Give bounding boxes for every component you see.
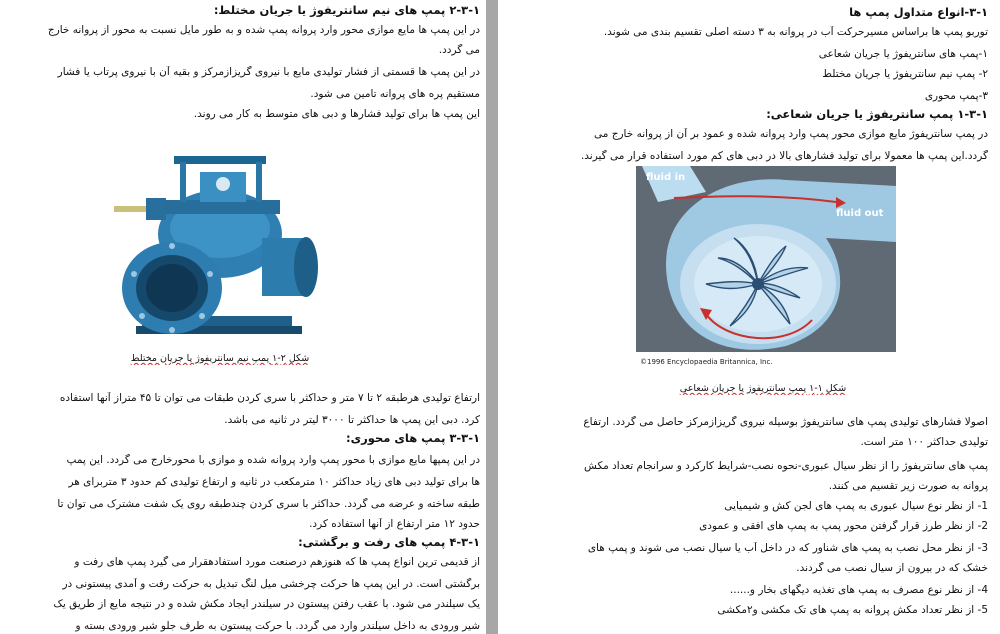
fluid-in-label: fluid in (646, 172, 686, 183)
list-item: 2- از نظر طرز قرار گرفتن محور پمپ به پمپ های افقی و عمودی (699, 520, 988, 532)
figure-caption-text: شکل ۲-۱ پمپ نیم سانتریفوژ یا جریان مختلط (130, 353, 310, 364)
paragraph-line: تولیدی حداکثر ۱۰۰ متر است. (860, 436, 988, 448)
figure-caption-centrifugal (648, 382, 878, 395)
section-heading-axial-pump: ۳-۳-۱ پمپ های محوری: (345, 432, 480, 445)
paragraph-line: از قدیمی ترین انواع پمپ ها که هنوزهم درصنعت مورد استفادهقرار می گیرد پمپ های رفت و (74, 556, 480, 568)
paragraph-line: در این پمپ ها قسمتی از فشار تولیدی مایع با نیروی گریزازمرکز و بقیه آن با نیروی پرتاب یا فشار (57, 66, 480, 78)
paragraph-line: ها برای تولید دبی های زیاد حداکثر ۱۰ مترمکعب در ثانیه و ارتفاع تولیدی کم حدود ۳ متربرای هر (68, 476, 480, 488)
paragraph-line: این پمپ ها برای تولید فشارها و دبی های متوسط به کار می روند. (193, 108, 480, 120)
paragraph-line: گردد.این پمپ ها معمولا برای تولید فشارهای بالا در دبی های کم مورد استفاده قرار می گیرند. (580, 150, 988, 162)
list-item: ۱-پمپ های سانتریفوژ یا جریان شعاعی (818, 48, 988, 60)
paragraph-line: پمپ های سانتریفوژ را از نظر سیال عبوری-نحوه نصب-شرایط کارکرد و سرانجام تعداد مکش (583, 460, 988, 472)
list-item: 5- از نظر تعداد مکش پروانه به پمپ های تک مکشی و۲مکشی (717, 604, 988, 616)
paragraph-line: در این پمپ ها مایع موازی محور وارد پروانه پمپ شده و به طور مایل نسبت به محور از پروانه خارج (47, 24, 480, 36)
section-heading-mixed-flow-pump: ۲-۳-۱ پمپ های نیم سانتریفوژ یا جریان مختلط: (213, 4, 480, 17)
paragraph-line: یک سیلندر می شود. با عقب رفتن پیستون در سیلندر ایجاد مکش شده و در نتیجه مایع از طریق یک (53, 598, 480, 610)
paragraph-line: توربو پمپ ها براساس مسیرحرکت آب در پروانه به ۳ دسته اصلی تقسیم بندی می شوند. (603, 26, 988, 38)
paragraph-line: در این پمپها مایع موازی با محور پمپ وارد پروانه شده و موازی با محورخارج می گردد. این پمپ (66, 454, 480, 466)
paragraph-line: پروانه به صورت زیر تقسیم می کنند. (828, 480, 988, 492)
paragraph-line: کرد. دبی این پمپ ها حداکثر تا ۳۰۰۰ لیتر در ثانیه می باشد. (224, 414, 480, 426)
list-item: 1- از نظر نوع سیال عبوری به پمپ های لجن کش و شیمیایی (724, 500, 988, 512)
paragraph-line: مستقیم پره های پروانه تامین می شود. (310, 88, 480, 100)
paragraph-line: شیر ورودی به داخل سیلندر وارد می گردد. با حرکت پیستون به طرف جلو شیر ورودی بسته و (75, 620, 480, 632)
document-page-left (0, 0, 486, 634)
paragraph-line: اصولا فشارهای تولیدی پمپ های سانتریفوژ بوسیله نیروی گریزازمرکز حاصل می گردد. ارتفاع (583, 416, 988, 428)
paragraph-line: حدود ۱۲ متر ارتفاع از آنها استفاده کرد. (309, 518, 480, 530)
paragraph-line: ارتفاع تولیدی هرطبقه ۲ تا ۷ متر و حداکثر با سری کردن طبقات می توان تا ۴۵ متراز آنها استفاده (59, 392, 480, 404)
list-item: خشک که در بیرون از سیال نصب می گردند. (796, 562, 988, 574)
mixed-flow-pump-photo (112, 146, 324, 344)
paragraph-line: برگشتی است. در این پمپ ها حرکت چرخشی میل لنگ تبدیل به حرکت رفت و آمدی پیستونی در (62, 578, 480, 590)
document-page-right (498, 0, 1000, 634)
fluid-out-label: fluid out (836, 208, 884, 219)
list-item: 4- از نظر نوع مصرف به پمپ های تغذیه دیگهای بخار و...... (729, 584, 988, 596)
paragraph-line: در پمپ سانتریفوژ مایع موازی محور پمپ وارد پروانه شده و عمود بر آن از پروانه خارج می (594, 128, 988, 140)
paragraph-line: طبقه ساخته و عرضه می گردد. حداکثر با سری کردن چندطبقه روی یک شفت مشترک می توان تا (57, 498, 480, 510)
list-item: ۲- پمپ نیم سانتریفوژ یا جریان مختلط (822, 68, 988, 80)
section-heading-pump-types: ۳-۱-انواع متداول پمپ ها (849, 6, 988, 19)
figure-caption-text: شکل ۱-۱ پمپ سانتریفوژ یا جریان شعاعی (679, 383, 847, 394)
centrifugal-pump-diagram (636, 166, 896, 372)
figure-caption-mixed-flow (120, 352, 320, 365)
section-heading-centrifugal-pump: ۱-۳-۱ پمپ سانتریفوژ یا جریان شعاعی: (766, 108, 988, 121)
section-heading-reciprocating-pump: ۴-۳-۱ پمپ های رفت و برگشتی: (298, 536, 480, 549)
copyright-label: ©1996 Encyclopaedia Britannica, Inc. (640, 358, 773, 366)
list-item: ۳-پمپ محوری (924, 90, 988, 102)
list-item: 3- از نظر محل نصب به پمپ های شناور که در داخل آب یا سیال نصب می شوند و پمپ های (587, 542, 988, 554)
paragraph-line: می گردد. (438, 44, 480, 56)
